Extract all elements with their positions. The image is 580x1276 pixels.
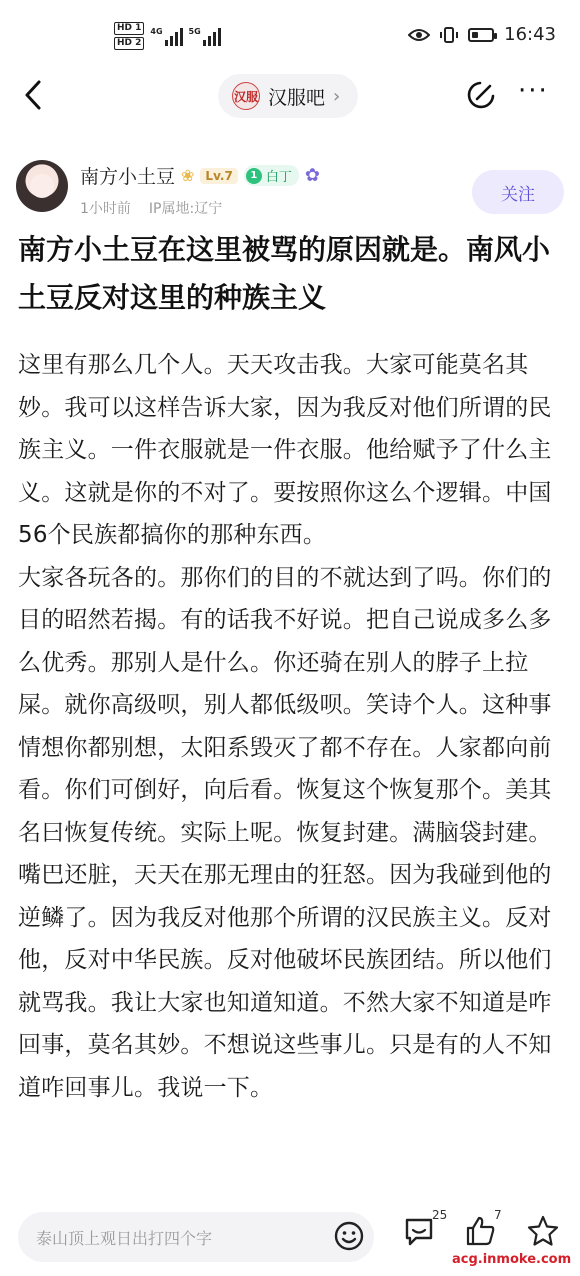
level-badge: Lv.7 [200,168,237,184]
post-meta [80,198,222,218]
comment-icon [402,1214,436,1248]
star-icon [526,1214,560,1248]
post-paragraph: 这里有那么几个人。天天攻击我。大家可能莫名其妙。我可以这样告诉大家，因为我反对他们所谓的民族主义。一件衣服就是一件衣服。他给赋予了什么主义。这就是你的不对了。要按照你这么个逻辑。中国56个民族都搞你的那种东西。 [18,352,552,548]
badge-label: 白丁 [265,170,292,185]
sim1-label: HD 1 [114,22,144,35]
chevron-left-icon [22,78,44,112]
comment-button[interactable] [402,1208,448,1258]
eye-icon [408,27,430,43]
more-icon[interactable]: ··· [518,76,549,106]
status-bar [0,0,580,74]
flower-icon: ❀ [181,166,195,185]
post-paragraph: 大家各玩各的。那你们的目的不就达到了吗。你们的目的昭然若揭。有的话我不好说。把自己说成多么多么优秀。那别人是什么。你还骑在别人的脖子上拉屎。就你高级呗，别人都低级呗。笑诗个人。这种事情想你都别想，太阳系毁灭了都不存在。人家都向前看。你们可倒好，向后看。恢复这个恢复那个。美其名曰恢复传统。实际上呢。恢复封建。满脑袋封建。嘴巴还脏，天天在那无理由的狂怒。因为我碰到他的逆鳞了。因为我反对他那个所谓的汉民族主义。反对他，反对中华民族。反对他破坏民族团结。所以他们就骂我。我让大家也知道知道。不然大家不知道是咋回事，莫名其妙。不想说这些事儿。只是有的人不知道咋回事儿。我说一下。 [18,564,552,1101]
ip-location: IP属地:辽宁 [148,201,223,217]
sim2-label: HD 2 [114,37,144,50]
network-type-1: 4G [150,26,163,36]
edit-icon[interactable] [466,80,496,110]
network-type-2: 5G [188,26,201,36]
forum-logo: 汉服 [232,82,260,110]
emoji-icon[interactable] [334,1221,364,1251]
follow-button[interactable]: 关注 [472,170,564,214]
badge-number: 1 [246,168,262,184]
avatar[interactable] [16,160,68,212]
comment-count: 25 [432,1208,448,1222]
clock: 16:43 [504,24,556,45]
signal-1 [150,27,182,46]
forum-link[interactable] [218,74,358,118]
battery-icon [468,28,494,42]
signal-2 [189,27,221,46]
back-button[interactable] [22,78,44,119]
status-right [408,24,556,45]
post-time: 1小时前 [80,201,131,217]
sim-indicators [114,22,144,50]
top-nav [0,74,580,120]
post-body [18,344,564,1198]
signal-bars-icon [203,28,221,46]
username-row [80,162,320,189]
watermark: acg.inmoke.com [452,1252,572,1267]
reply-input[interactable] [18,1212,374,1262]
vibrate-icon [440,26,458,44]
like-count: 7 [494,1208,502,1222]
decoration-icon: ✿ [304,165,320,186]
signal-bars-icon [165,28,183,46]
signal-group [114,22,221,50]
author-row [0,160,580,220]
reply-placeholder: 泰山顶上观日出打四个字 [36,1228,213,1248]
post-title: 南方小土豆在这里被骂的原因就是。南风小土豆反对这里的种族主义 [18,233,551,314]
username[interactable]: 南方小土豆 [80,166,176,188]
member-badge [244,165,299,186]
battery-fill [472,32,478,38]
thumbs-up-icon [464,1214,498,1248]
forum-name: 汉服吧 [268,86,326,109]
chevron-right-icon: › [333,85,341,107]
